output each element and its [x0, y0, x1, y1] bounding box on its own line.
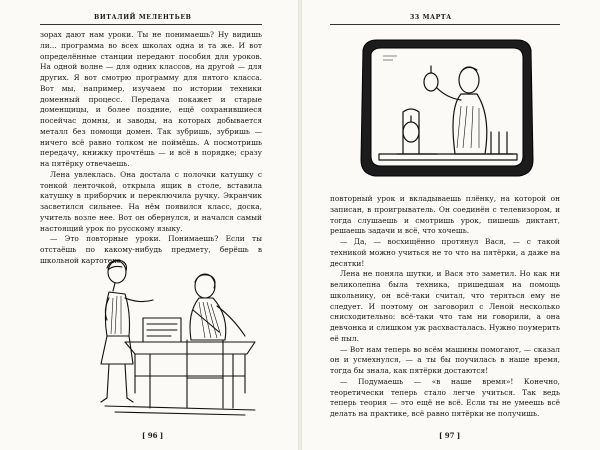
page-number-right: [ 97 ]: [439, 431, 461, 440]
paragraph: — Подумаешь — «в наше время»! Конечно, теоретически теперь стало легче учиться. Так ведь теперь теория — это ещё не всё. Если ты не умеешь всё делать на практике, всё равно пятёрки не получишь.: [330, 376, 560, 418]
left-text-top: [40, 30, 262, 267]
paragraph: зорах дают нам уроки. Ты не понимаешь? Ну видишь ли... программа во всех школах одна и та же. И вот определённые станции передают пособия для уроков. На одной волне — для одних классов, на другой — для других. Я вот смотрю программу для пятого класса. Вот мы, например, изучаем по истории техники доменный процесс. Передача покажет и старые доменщицы, и более поздние, ещё сохранившиеся посейчас домны, и заводы, на которых добывается металл без помощи домен. Так зубришь, зубришь — ничего всё равно толком не поймёшь. А посмотришь передачу, книжку прочтёшь — и всё в порядке; сразу на пятёрку отвечаешь.: [40, 30, 262, 168]
illustration-tv-lesson: [357, 36, 537, 184]
paragraph: — Да, — восхищённо протянул Вася, — с такой техникой можно учиться не то что на пятёрки, а даже на десятки!: [330, 237, 560, 268]
page-number-left: [ 96 ]: [142, 431, 164, 440]
left-page: [0, 0, 298, 450]
running-header-right: 33 МАРТА: [410, 14, 452, 21]
paragraph: — Это повторные уроки. Понимаешь? Если ты отстаёшь по какому-нибудь предмету, берёшь в школьной картотеке: [40, 234, 262, 265]
right-text-top: [330, 194, 560, 420]
illustration-children-at-desk: [95, 258, 265, 423]
paragraph: Лена увлеклась. Она достала с полочки катушку с тонкой ленточкой, открыла ящик в столе, вставила катушку в приборчик и переключила ручку. Экранчик засветился сильнее. На нём появился класс, доска, учитель возле нее. Вот он обернулся, и начался самый настоящий урок по русскому языку.: [40, 169, 262, 233]
running-header-left: ВИТАЛИЙ МЕЛЕНТЬЕВ: [94, 14, 192, 21]
header-rule-left: [40, 24, 262, 25]
paragraph: Лена не поняла шутки, и Вася это заметил. Но как ни великолепна была техника, пришедшая на помощь школьнику, он всё-таки считал, что теряться ему не следует. И поэтому он заговорил с Леной несколько снисходительно: всё-таки что там ни говорили, а она девчонка и слишком уж расхвасталась. Нужно поумерить её пыл.: [330, 269, 560, 343]
paragraph: — Вот нам теперь во всём машины помогают, — сказал он и усмехнулся, — а ты бы поучилась в наше время, тогда бы знала, как пятёрки достаются!: [330, 344, 560, 375]
header-rule-right: [330, 24, 560, 25]
right-page: [302, 0, 600, 450]
paragraph: повторный урок и вкладываешь плёнку, на которой он записан, в проигрыватель. Он соединён с телевизором, и тогда слушаешь и смотришь урок, пишешь диктант, решаешь задачи и всё, что хочешь.: [330, 194, 560, 236]
